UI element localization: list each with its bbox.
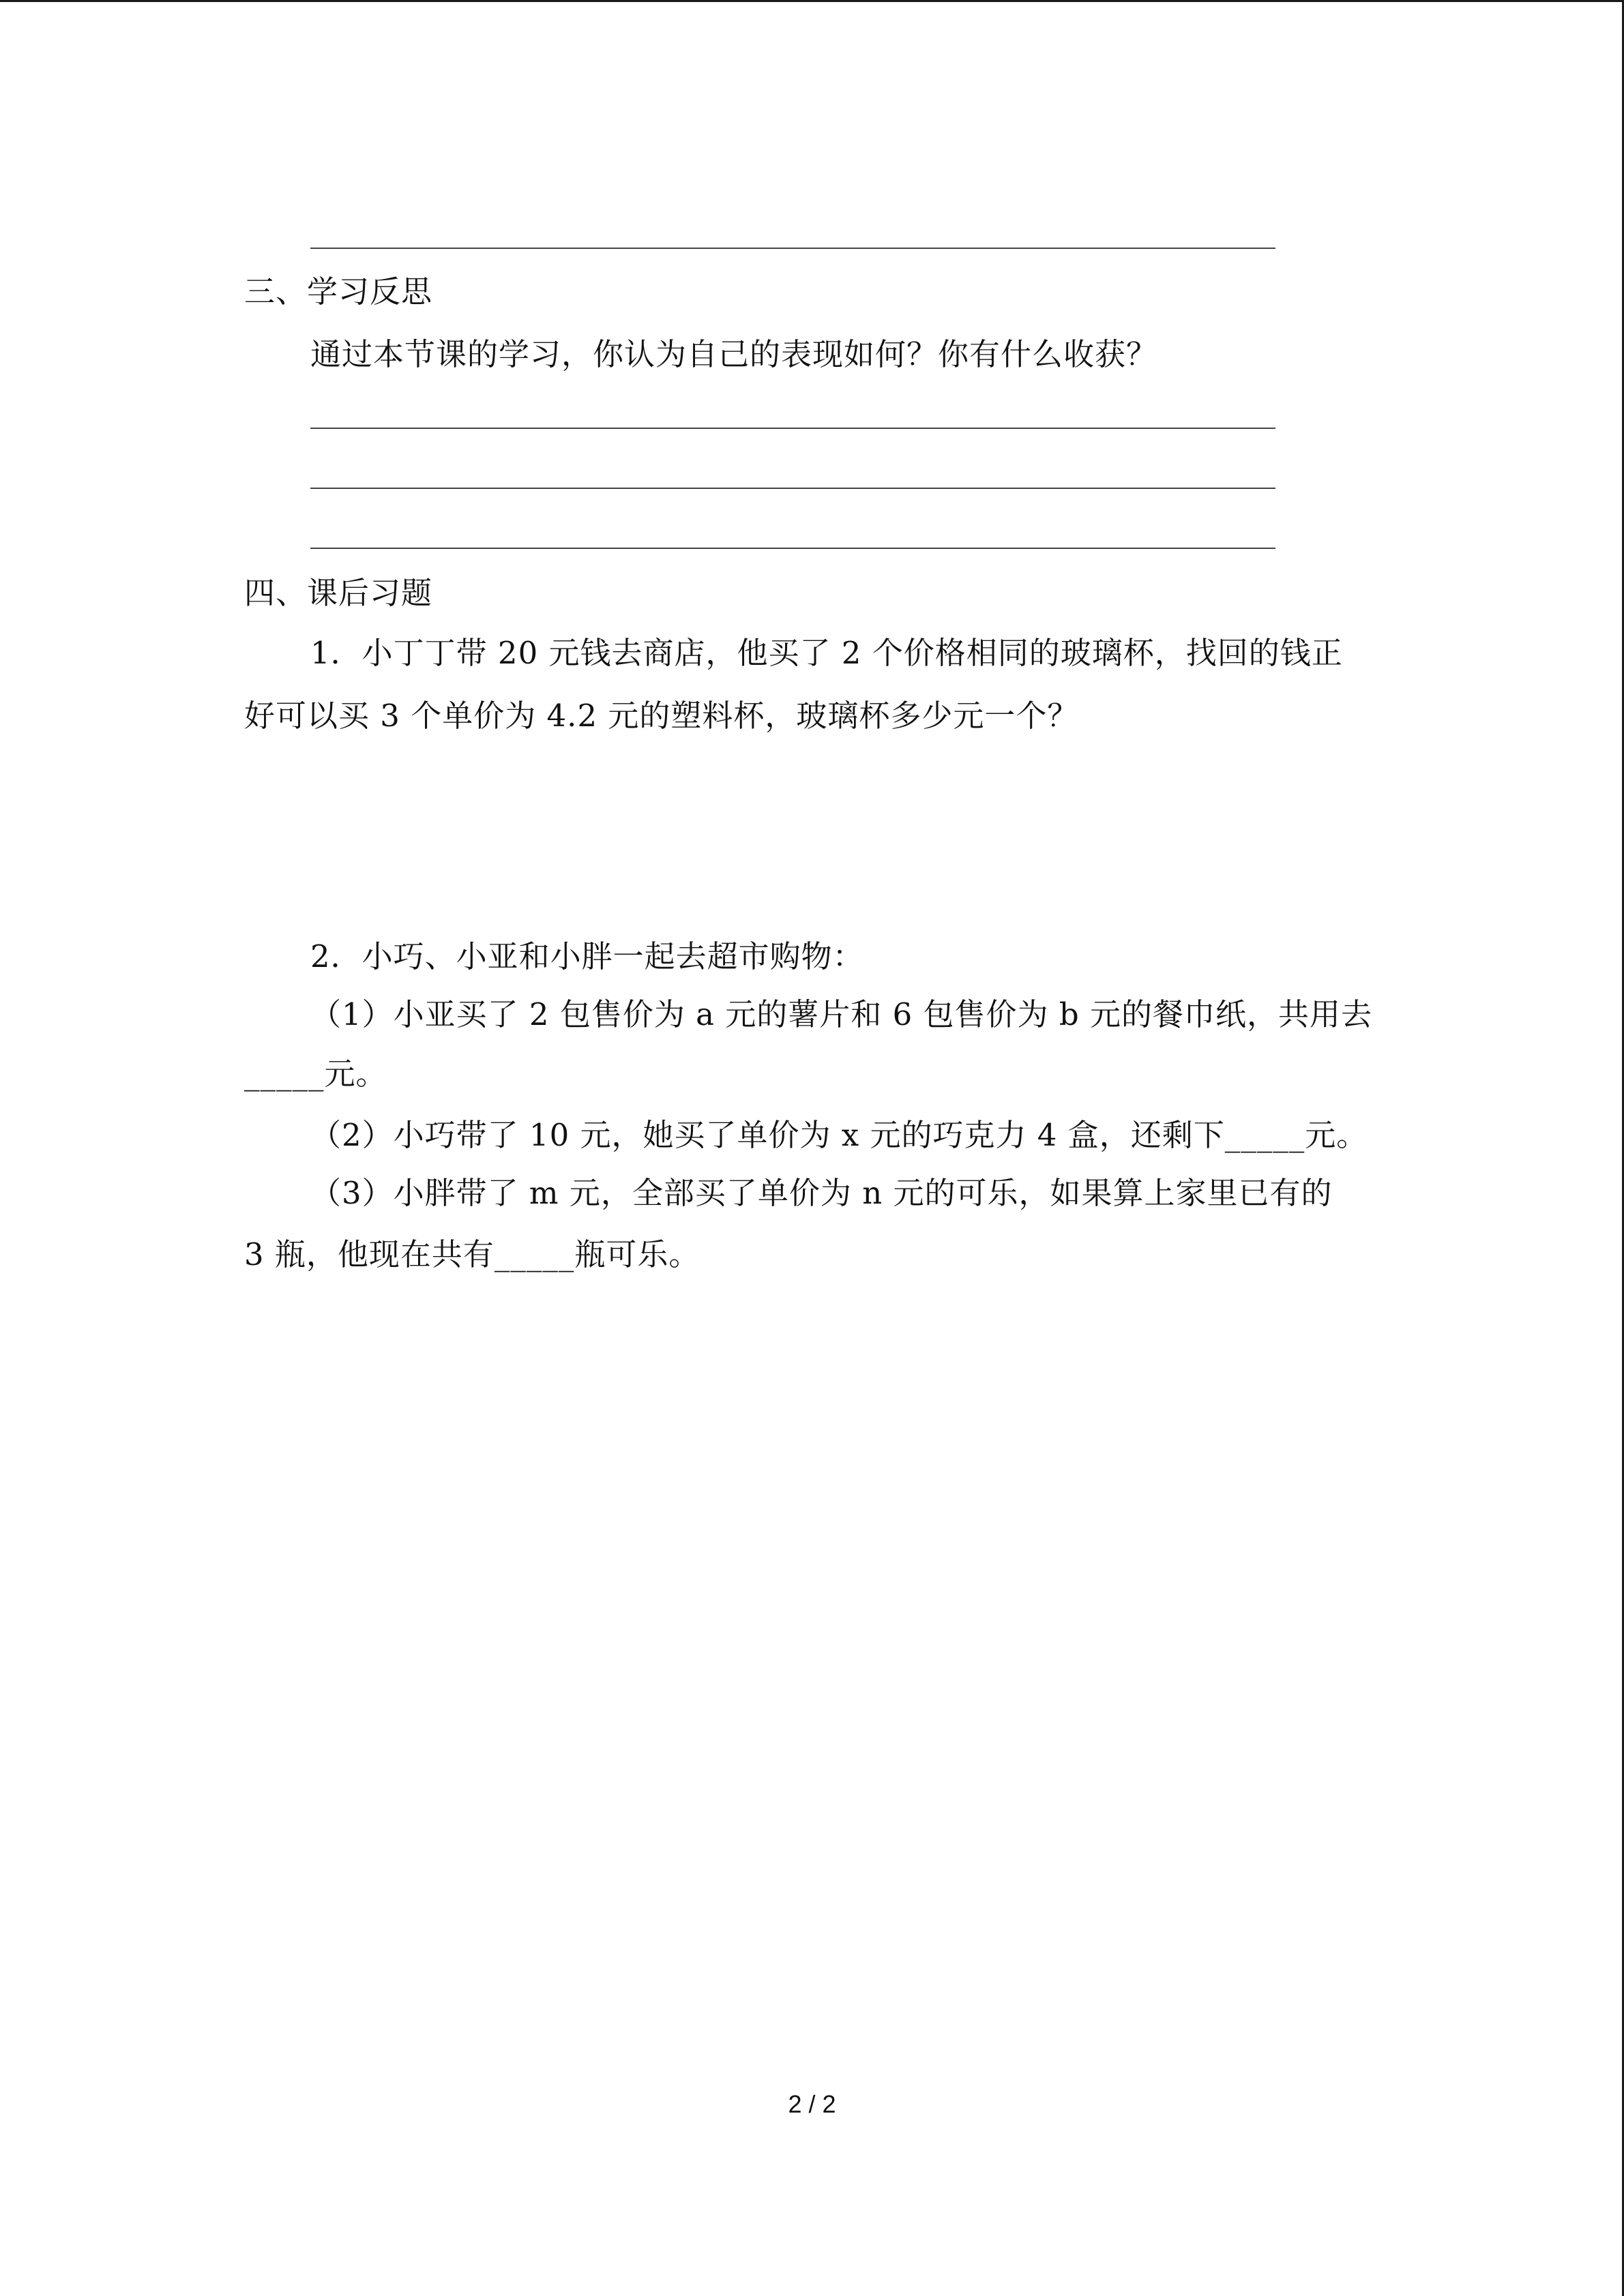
page-top-border bbox=[0, 0, 1624, 2]
answer-line[interactable] bbox=[310, 548, 1275, 549]
question-2-part-3-line-1: （3）小胖带了 m 元，全部买了单价为 n 元的可乐，如果算上家里已有的 bbox=[310, 1175, 1333, 1211]
question-2-part-3-line-2: 3 瓶，他现在共有_____瓶可乐。 bbox=[244, 1236, 700, 1272]
question-1-line-1: 1．小丁丁带 20 元钱去商店，他买了 2 个价格相同的玻璃杯，找回的钱正 bbox=[310, 635, 1343, 671]
page-number: 2 / 2 bbox=[788, 2090, 836, 2118]
answer-line[interactable] bbox=[310, 428, 1275, 429]
question-1-line-2: 好可以买 3 个单价为 4.2 元的塑料杯，玻璃杯多少元一个？ bbox=[244, 698, 1079, 734]
question-2-part-1-line-2: _____元。 bbox=[244, 1056, 387, 1092]
answer-line[interactable] bbox=[310, 248, 1275, 249]
question-2-part-2: （2）小巧带了 10 元，她买了单价为 x 元的巧克力 4 盒，还剩下_____元。 bbox=[310, 1117, 1368, 1153]
section-heading-reflection: 三、学习反思 bbox=[244, 273, 433, 310]
reflection-prompt: 通过本节课的学习，你认为自己的表现如何？你有什么收获？ bbox=[310, 336, 1158, 372]
section-heading-homework: 四、课后习题 bbox=[244, 575, 433, 611]
question-2-part-1-line-1: （1）小亚买了 2 包售价为 a 元的薯片和 6 包售价为 b 元的餐巾纸，共用去 bbox=[310, 996, 1372, 1032]
question-2-intro: 2．小巧、小亚和小胖一起去超市购物： bbox=[310, 938, 864, 974]
answer-line[interactable] bbox=[310, 488, 1275, 489]
